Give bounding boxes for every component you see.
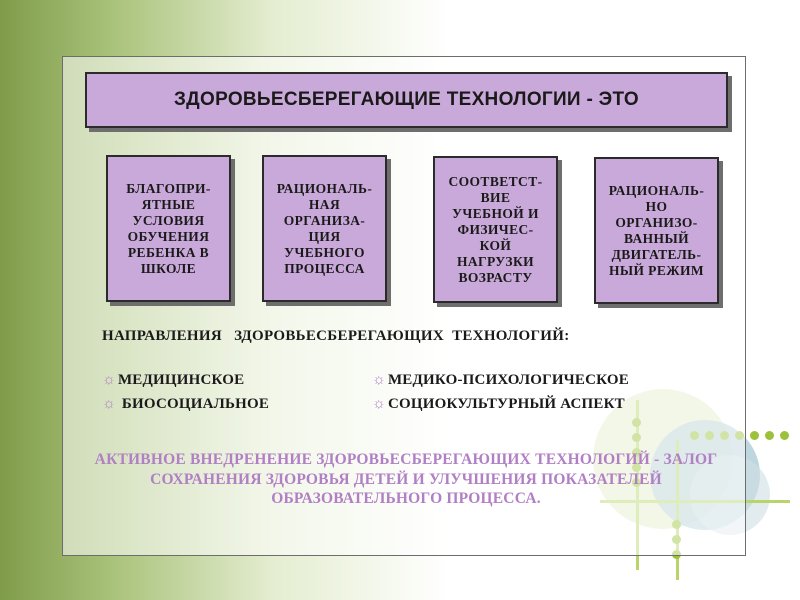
technology-card (594, 157, 719, 304)
direction-label: МЕДИКО-ПСИХОЛОГИЧЕСКОЕ (387, 372, 629, 388)
slide-title: ЗДОРОВЬЕСБЕРЕГАЮЩИЕ ТЕХНОЛОГИИ - ЭТО (173, 89, 639, 110)
direction-item (102, 396, 269, 413)
background-gradient (0, 0, 800, 60)
direction-label: БИОСОЦИАЛЬНОЕ (117, 396, 270, 412)
card-text: РАЦИОНАЛЬ- НО ОРГАНИЗО- ВАННЫЙ ДВИГАТЕЛЬ- НЫЙ РЕЖИМ (608, 182, 705, 278)
technology-card (106, 155, 231, 302)
technology-card (262, 155, 387, 302)
card-text: БЛАГОПРИ- ЯТНЫЕ УСЛОВИЯ ОБУЧЕНИЯ РЕБЕНКА В ШКОЛЕ (126, 180, 211, 276)
sun-bullet-icon: ☼ (372, 396, 386, 412)
sun-bullet-icon: ☼ (372, 372, 386, 388)
sun-bullet-icon: ☼ (102, 372, 116, 388)
direction-label: СОЦИОКУЛЬТУРНЫЙ АСПЕКТ (387, 396, 625, 412)
technology-card (433, 156, 558, 303)
title-box (85, 72, 728, 128)
direction-label: МЕДИЦИНСКОЕ (117, 372, 245, 388)
directions-heading: НАПРАВЛЕНИЯ ЗДОРОВЬЕСБЕРЕГАЮЩИХ ТЕХНОЛОГИЙ: (102, 328, 570, 344)
card-text: СООТВЕТСТ- ВИЕ УЧЕБНОЙ И ФИЗИЧЕС- КОЙ НАГРУЗКИ ВОЗРАСТУ (448, 173, 543, 285)
direction-item (372, 372, 629, 389)
card-text: РАЦИОНАЛЬ- НАЯ ОРГАНИЗА- ЦИЯ УЧЕБНОГО ПРОЦЕССА (276, 180, 373, 276)
sun-bullet-icon: ☼ (102, 396, 116, 412)
direction-item (102, 372, 244, 389)
conclusion-text: АКТИВНОЕ ВНЕДРЕНЕНИЕ ЗДОРОВЬЕСБЕРЕГАЮЩИХ ТЕХНОЛОГИЙ - ЗАЛОГ СОХРАНЕНИЯ ЗДОРОВЬЯ ДЕТЕЙ И УЛУЧШЕНИЯ ПОКАЗАТЕЛЕЙ ОБРАЗОВАТЕЛЬНОГО ПРОЦЕССА. (94, 451, 718, 507)
direction-item (372, 396, 625, 413)
